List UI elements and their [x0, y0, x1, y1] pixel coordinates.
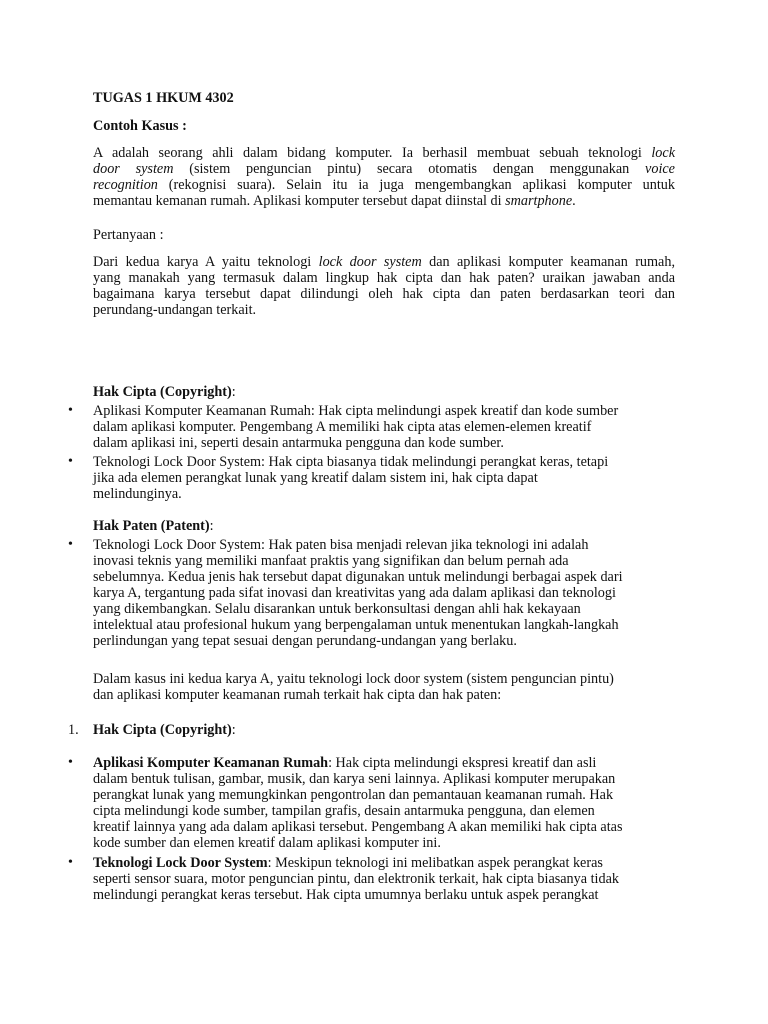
summary-paragraph: [93, 671, 675, 703]
bullet-icon: •: [68, 403, 73, 418]
case-line: door system (sistem penguncian pintu) secara otomatis dengan menggunakan voice: [93, 161, 675, 177]
bullet-icon: •: [68, 454, 73, 469]
bullet-line: cipta melindungi kode sumber, tampilan grafis, desain antarmuka pengguna, dan elemen: [93, 803, 595, 819]
patent-bullet: [93, 537, 675, 649]
question-line: bagaimana karya tersebut dapat dilindungi oleh hak cipta dan paten berdasarkan teori dan: [93, 286, 675, 302]
question-line: perundang-undangan terkait.: [93, 302, 257, 318]
bullet-line: Teknologi Lock Door System: Meskipun teknologi ini melibatkan aspek perangkat keras: [93, 855, 603, 871]
bullet-line: perangkat lunak yang memungkinkan pengontrolan dan pemantauan keamanan rumah. Hak: [93, 787, 614, 803]
bullet-line: perlindungan yang tepat sesuai dengan perundang-undangan yang berlaku.: [93, 633, 517, 649]
bullet-line: inovasi teknis yang memiliki manfaat praktis yang signifikan dan belum pernah ada: [93, 553, 569, 569]
bullet-line: dalam bentuk tulisan, gambar, musik, dan karya seni lainnya. Aplikasi komputer merupakan: [93, 771, 616, 787]
question-paragraph: [93, 254, 675, 318]
list-number: 1.: [68, 722, 79, 738]
bullet-line: Aplikasi Komputer Keamanan Rumah: Hak cipta melindungi aspek kreatif dan kode sumber: [93, 403, 619, 419]
case-line: recognition (rekognisi suara). Selain itu ia juga mengembangkan aplikasi komputer untuk: [93, 177, 675, 193]
bullet-line: kreatif lainnya yang ada dalam aplikasi tersebut. Pengembang A akan memiliki hak cipta atas: [93, 819, 623, 835]
detail-bullet-lock: [93, 855, 675, 903]
bullet-line: seperti sensor suara, motor penguncian pintu, dan elektronik terkait, hak cipta biasanya tidak: [93, 871, 619, 887]
bullet-icon: •: [68, 755, 73, 770]
case-line: A adalah seorang ahli dalam bidang komputer. Ia berhasil membuat sebuah teknologi lock: [93, 145, 675, 161]
document-title: TUGAS 1 HKUM 4302: [93, 90, 234, 106]
question-heading: Pertanyaan :: [93, 227, 164, 243]
case-heading: Contoh Kasus :: [93, 118, 187, 134]
case-line: memantau kemanan rumah. Aplikasi komputer tersebut dapat diinstal di smartphone.: [93, 193, 576, 209]
bullet-line: Aplikasi Komputer Keamanan Rumah: Hak cipta melindungi ekspresi kreatif dan asli: [93, 755, 597, 771]
bullet-line: dalam aplikasi ini, seperti desain antarmuka pengguna dan kode sumber.: [93, 435, 504, 451]
bullet-icon: •: [68, 537, 73, 552]
question-line: yang manakah yang termasuk dalam lingkup hak cipta dan hak paten? uraikan jawaban anda: [93, 270, 675, 286]
detail-bullet-app: [93, 755, 675, 851]
copyright-bullet-lock: [93, 454, 675, 502]
bullet-line: intelektual atau profesional hukum yang berpengalaman untuk menentukan langkah-langkah: [93, 617, 619, 633]
bullet-line: Teknologi Lock Door System: Hak cipta biasanya tidak melindungi perangkat keras, tetapi: [93, 454, 609, 470]
summary-line: dan aplikasi komputer keamanan rumah terkait hak cipta dan hak paten:: [93, 687, 502, 703]
numbered-heading: Hak Cipta (Copyright):: [93, 722, 236, 738]
case-paragraph: [93, 145, 675, 209]
bullet-line: jika ada elemen perangkat lunak yang kreatif dalam sistem ini, hak cipta dapat: [93, 470, 538, 486]
copyright-bullet-app: [93, 403, 675, 451]
patent-heading: Hak Paten (Patent):: [93, 518, 214, 534]
summary-line: Dalam kasus ini kedua karya A, yaitu teknologi lock door system (sistem penguncian pintu): [93, 671, 614, 687]
bullet-line: melindunginya.: [93, 486, 182, 502]
bullet-line: karya A, tergantung pada sifat inovasi dan kreativitas yang ada dalam aplikasi dan teknologi: [93, 585, 616, 601]
bullet-line: yang dikembangkan. Selalu disarankan untuk berkonsultasi dengan ahli hak kekayaan: [93, 601, 581, 617]
bullet-line: sebelumnya. Kedua jenis hak tersebut dapat digunakan untuk melindungi berbagai aspek dari: [93, 569, 623, 585]
copyright-heading: Hak Cipta (Copyright):: [93, 384, 236, 400]
question-line: Dari kedua karya A yaitu teknologi lock door system dan aplikasi komputer keamanan rumah,: [93, 254, 675, 270]
bullet-line: melindungi perangkat keras tersebut. Hak cipta umumnya berlaku untuk aspek perangkat: [93, 887, 599, 903]
bullet-line: kode sumber dan elemen kreatif dalam aplikasi komputer ini.: [93, 835, 441, 851]
bullet-icon: •: [68, 855, 73, 870]
bullet-line: Teknologi Lock Door System: Hak paten bisa menjadi relevan jika teknologi ini adalah: [93, 537, 589, 553]
bullet-line: dalam aplikasi komputer. Pengembang A memiliki hak cipta atas elemen-elemen kreatif: [93, 419, 592, 435]
